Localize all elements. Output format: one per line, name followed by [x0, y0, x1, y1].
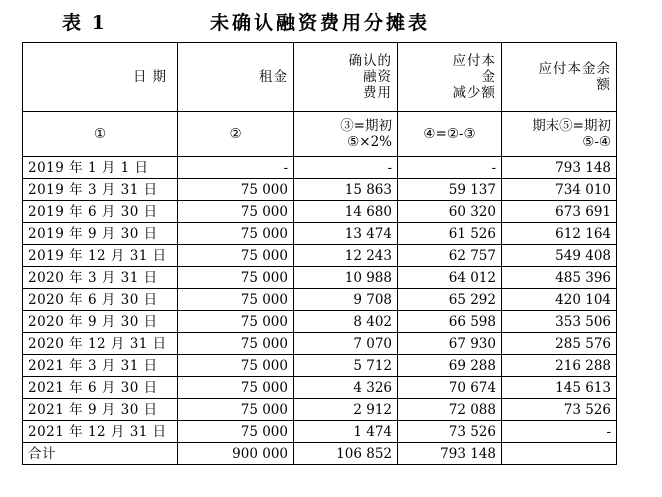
rent-cell: 75 000 [178, 267, 294, 289]
header-date: 日期 [23, 43, 178, 112]
financing-cost-cell: 4 326 [294, 377, 398, 399]
table-row [23, 399, 617, 421]
table-row [23, 289, 617, 311]
formula-row [23, 112, 617, 157]
header-financing-cost: 确认的 融资 费用 [294, 43, 398, 112]
date-cell: 2020 年 12 月 31 日 [23, 333, 178, 355]
principal-balance-cell: 673 691 [502, 201, 617, 223]
principal-reduction-cell: 65 292 [398, 289, 502, 311]
table-row [23, 201, 617, 223]
table-row [23, 355, 617, 377]
date-cell: 2019 年 12 月 31 日 [23, 245, 178, 267]
principal-reduction-cell: 73 526 [398, 421, 502, 443]
principal-balance-cell: 793 148 [502, 157, 617, 179]
header-principal-reduction: 应付本 金 减少额 [398, 43, 502, 112]
date-cell: 2021 年 12 月 31 日 [23, 421, 178, 443]
table-caption [0, 8, 662, 38]
date-cell: 2020 年 9 月 30 日 [23, 311, 178, 333]
principal-balance-cell: 549 408 [502, 245, 617, 267]
financing-cost-cell: 2 912 [294, 399, 398, 421]
date-cell: 2019 年 3 月 31 日 [23, 179, 178, 201]
rent-cell: 75 000 [178, 377, 294, 399]
header-row [23, 43, 617, 112]
date-cell: 2021 年 6 月 30 日 [23, 377, 178, 399]
principal-reduction-cell: 59 137 [398, 179, 502, 201]
rent-cell: 75 000 [178, 355, 294, 377]
principal-balance-cell: 734 010 [502, 179, 617, 201]
rent-cell: 75 000 [178, 311, 294, 333]
financing-cost-cell: 15 863 [294, 179, 398, 201]
financing-cost-cell: - [294, 157, 398, 179]
table-title: 未确认融资费用分摊表 [210, 12, 431, 34]
date-cell: 合计 [23, 443, 178, 465]
formula-principal-reduction: ④=②-③ [398, 112, 502, 157]
principal-reduction-cell: 66 598 [398, 311, 502, 333]
principal-balance-cell: 145 613 [502, 377, 617, 399]
table-row [23, 311, 617, 333]
total-row [23, 443, 617, 465]
principal-balance-cell: 420 104 [502, 289, 617, 311]
formula-date: ① [23, 112, 178, 157]
principal-reduction-cell: 70 674 [398, 377, 502, 399]
rent-cell: 75 000 [178, 201, 294, 223]
financing-cost-cell: 13 474 [294, 223, 398, 245]
rent-cell: 75 000 [178, 179, 294, 201]
rent-cell: - [178, 157, 294, 179]
principal-reduction-cell: 69 288 [398, 355, 502, 377]
principal-balance-cell: - [502, 421, 617, 443]
financing-cost-allocation-table [22, 42, 617, 465]
date-cell: 2020 年 6 月 30 日 [23, 289, 178, 311]
financing-cost-cell: 7 070 [294, 333, 398, 355]
table-number: 表 1 [62, 12, 107, 34]
rent-cell: 75 000 [178, 333, 294, 355]
table-row [23, 157, 617, 179]
principal-balance-cell: 612 164 [502, 223, 617, 245]
formula-principal-balance: 期末⑤=期初 ⑤-④ [502, 112, 617, 157]
principal-reduction-cell: 64 012 [398, 267, 502, 289]
rent-cell: 75 000 [178, 223, 294, 245]
table-row [23, 223, 617, 245]
principal-reduction-cell: 72 088 [398, 399, 502, 421]
financing-cost-cell: 8 402 [294, 311, 398, 333]
table-row [23, 333, 617, 355]
principal-reduction-cell: 61 526 [398, 223, 502, 245]
date-cell: 2019 年 1 月 1 日 [23, 157, 178, 179]
rent-cell: 75 000 [178, 399, 294, 421]
principal-balance-cell: 216 288 [502, 355, 617, 377]
financing-cost-cell: 14 680 [294, 201, 398, 223]
rent-cell: 900 000 [178, 443, 294, 465]
principal-reduction-cell: 67 930 [398, 333, 502, 355]
table-row [23, 267, 617, 289]
table-row [23, 179, 617, 201]
date-cell: 2021 年 9 月 30 日 [23, 399, 178, 421]
principal-balance-cell: 485 396 [502, 267, 617, 289]
table-body [23, 157, 617, 465]
table-row [23, 245, 617, 267]
principal-reduction-cell: 793 148 [398, 443, 502, 465]
financing-cost-cell: 9 708 [294, 289, 398, 311]
principal-reduction-cell: 60 320 [398, 201, 502, 223]
date-cell: 2020 年 3 月 31 日 [23, 267, 178, 289]
principal-balance-cell: 353 506 [502, 311, 617, 333]
header-rent: 租金 [178, 43, 294, 112]
date-cell: 2021 年 3 月 31 日 [23, 355, 178, 377]
principal-balance-cell [502, 443, 617, 465]
financing-cost-cell: 5 712 [294, 355, 398, 377]
rent-cell: 75 000 [178, 289, 294, 311]
principal-reduction-cell: - [398, 157, 502, 179]
formula-rent: ② [178, 112, 294, 157]
principal-balance-cell: 73 526 [502, 399, 617, 421]
financing-cost-cell: 106 852 [294, 443, 398, 465]
principal-balance-cell: 285 576 [502, 333, 617, 355]
financing-cost-cell: 12 243 [294, 245, 398, 267]
rent-cell: 75 000 [178, 245, 294, 267]
financing-cost-cell: 10 988 [294, 267, 398, 289]
principal-reduction-cell: 62 757 [398, 245, 502, 267]
financing-cost-cell: 1 474 [294, 421, 398, 443]
rent-cell: 75 000 [178, 421, 294, 443]
table-row [23, 377, 617, 399]
header-principal-balance: 应付本金余 额 [502, 43, 617, 112]
formula-financing-cost: ③=期初 ⑤×2% [294, 112, 398, 157]
date-cell: 2019 年 6 月 30 日 [23, 201, 178, 223]
table-row [23, 421, 617, 443]
date-cell: 2019 年 9 月 30 日 [23, 223, 178, 245]
